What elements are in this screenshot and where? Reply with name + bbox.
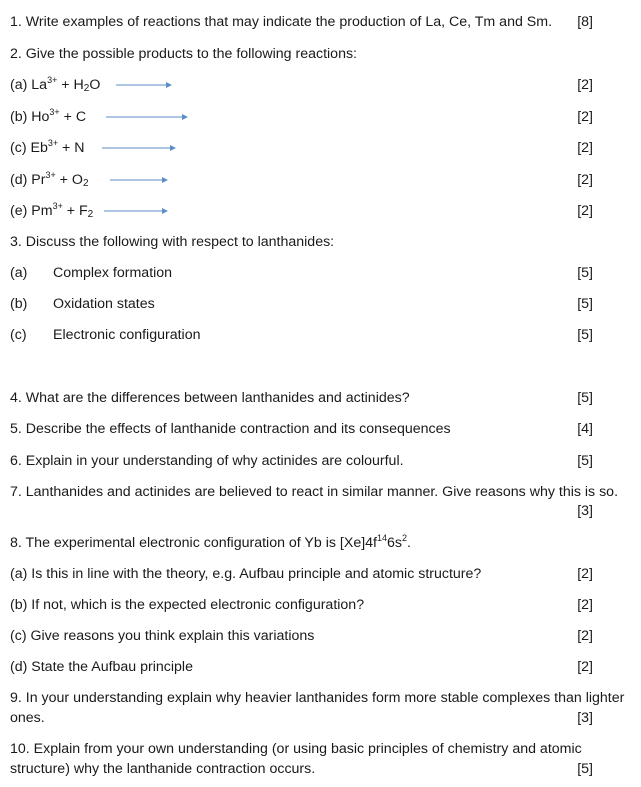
question-1-marks: [8]: [577, 14, 593, 30]
arrow-icon: [116, 80, 172, 90]
q8-item-b-text: (b) If not, which is the expected electronic configuration?: [10, 597, 365, 613]
q8-item-d-text: (d) State the Aufbau principle: [10, 659, 193, 675]
question-10-line-2: structure) why the lanthanide contraction occurs.: [10, 761, 316, 777]
question-3-text: 3. Discuss the following with respect to lanthanides:: [10, 234, 335, 250]
q3-item-b-text: Oxidation states: [53, 296, 155, 312]
question-7-text: 7. Lanthanides and actinides are believed to react in similar manner. Give reasons why this is so.: [10, 484, 619, 500]
question-5-marks: [4]: [577, 421, 593, 437]
question-6-marks: [5]: [577, 453, 593, 469]
question-4-text: 4. What are the differences between lanthanides and actinides?: [10, 390, 410, 406]
q8-item-c-text: (c) Give reasons you think explain this variations: [10, 628, 315, 644]
question-9-marks: [3]: [577, 710, 593, 726]
arrow-icon: [104, 206, 168, 216]
q8-item-a-text: (a) Is this in line with the theory, e.g. Aufbau principle and atomic structure?: [10, 566, 482, 582]
question-10-line-1: 10. Explain from your own understanding (or using basic principles of chemistry and atomic: [10, 741, 582, 757]
question-5-text: 5. Describe the effects of lanthanide contraction and its consequences: [10, 421, 451, 437]
arrow-icon: [110, 175, 168, 185]
question-1-text: 1. Write examples of reactions that may indicate the production of La, Ce, Tm and Sm.: [10, 14, 553, 30]
q3-item-c-text: Electronic configuration: [53, 327, 201, 343]
arrow-icon: [102, 143, 176, 153]
question-7-marks: [3]: [577, 503, 593, 519]
reaction-a-marks: [2]: [577, 77, 593, 93]
reaction-b: (b) $Ho^{3+} + C$: [10, 107, 87, 125]
q8-item-a-marks: [2]: [577, 566, 593, 582]
reaction-e: (e) $Pm^{3+} + F2$: [10, 201, 94, 220]
reaction-c: (c) $Eb^{3+} + N$: [10, 138, 85, 156]
q3-item-c-label: (c): [10, 327, 27, 343]
question-10-marks: [5]: [577, 761, 593, 777]
q3-item-b-label: (b): [10, 296, 28, 312]
question-6-text: 6. Explain in your understanding of why actinides are colourful.: [10, 453, 404, 469]
reaction-b-marks: [2]: [577, 109, 593, 125]
q3-item-b-marks: [5]: [577, 296, 593, 312]
q3-item-c-marks: [5]: [577, 327, 593, 343]
q3-item-a-marks: [5]: [577, 265, 593, 281]
q3-item-a-text: Complex formation: [53, 265, 173, 281]
q3-item-a-label: (a): [10, 265, 28, 281]
question-9-line-1: 9. In your understanding explain why heavier lanthanides form more stable complexes than lighter: [10, 690, 625, 706]
reaction-d: (d) $Pr^{3+} + O2$: [10, 170, 89, 189]
reaction-c-marks: [2]: [577, 140, 593, 156]
question-4-marks: [5]: [577, 390, 593, 406]
arrow-icon: [106, 112, 188, 122]
question-9-line-2: ones.: [10, 710, 45, 726]
reaction-d-marks: [2]: [577, 172, 593, 188]
q8-item-c-marks: [2]: [577, 628, 593, 644]
reaction-e-marks: [2]: [577, 203, 593, 219]
q8-item-d-marks: [2]: [577, 659, 593, 675]
question-2-text: 2. Give the possible products to the following reactions:: [10, 46, 357, 62]
q8-item-b-marks: [2]: [577, 597, 593, 613]
reaction-a: (a) $La^{3+} + H2O$: [10, 75, 101, 94]
question-8-text: 8. The experimental electronic configuration of Yb is $[Xe]4f^{14}6s^2$.: [10, 533, 411, 551]
